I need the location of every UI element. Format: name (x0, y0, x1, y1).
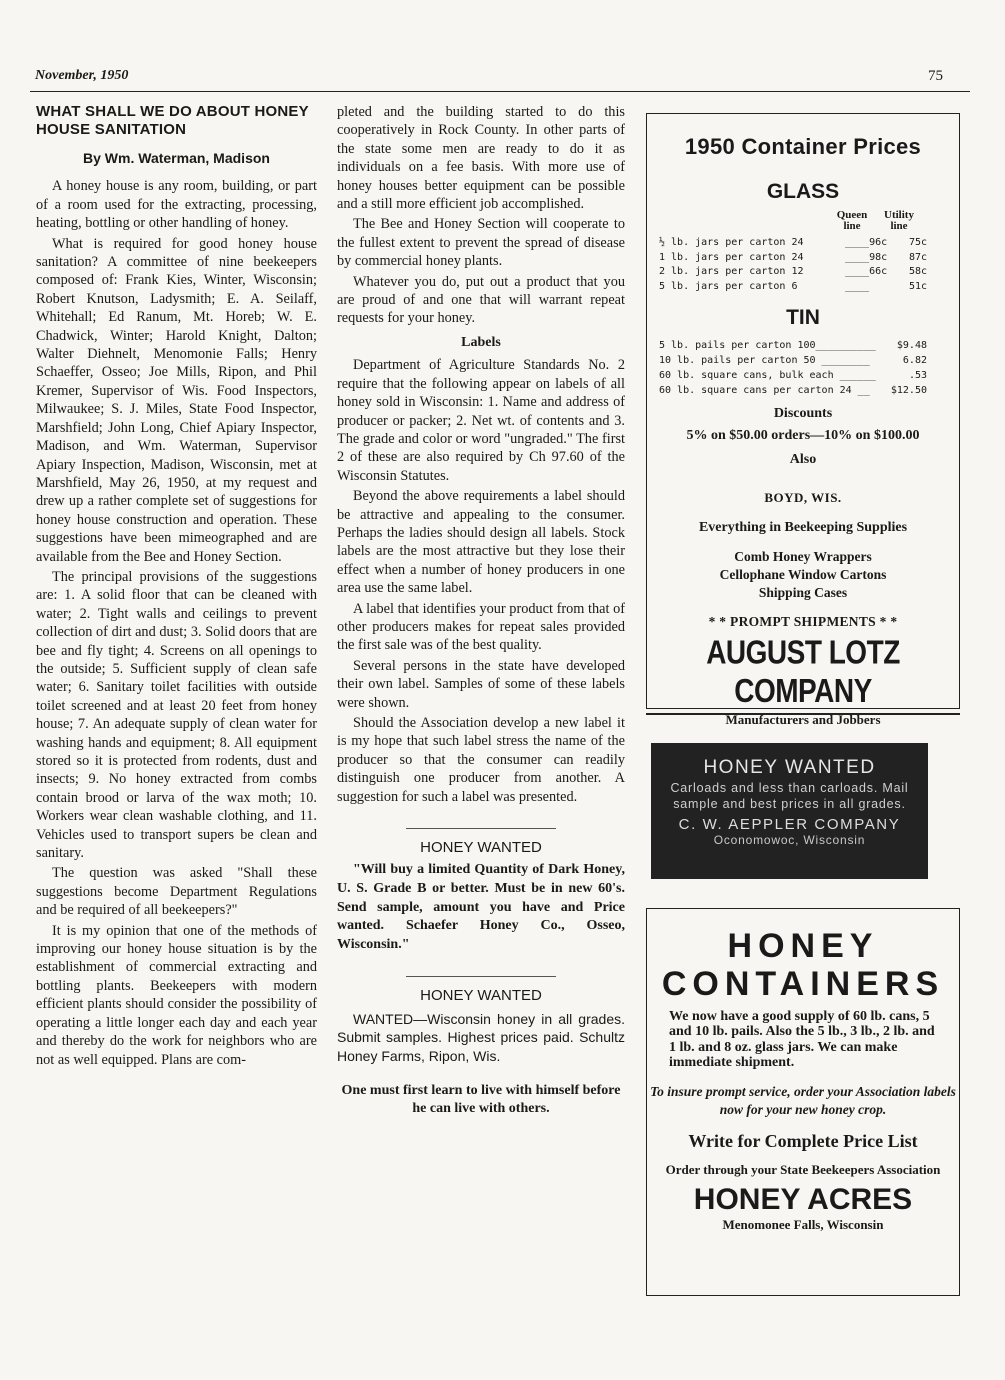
aeppler-advertisement (651, 743, 928, 879)
discounts-text: 5% on $50.00 orders—10% on $100.00 (686, 428, 920, 443)
tin-row (647, 353, 959, 368)
company-name: AUGUST LOTZ COMPANY (706, 633, 900, 710)
row-label: 5 lb. jars per carton 6 (659, 280, 798, 292)
closing-quote: One must first learn to live with himself before he can live with others. (341, 1082, 621, 1117)
utility-price: 75c (908, 237, 927, 248)
article-column-1 (36, 103, 317, 1069)
tin-price: $12.50 (890, 385, 927, 396)
paragraph: What is required for good honey house sanitation? A committee of nine beekeepers composed of: Frank Kies, Winter, Wisconsin; Robert Knutson, Ladysmith; E. A. Seilaff, Whitehall; Ed Ranum, Mt. Horeb; W. E. Chadwick, Winter; Harold Knight, Dalton; Walter Diehnelt, Menomonie Falls; Henry Schaeffer, Osseo; Joe Mills, Ripon, and Phil Kremer, Supervisor of Wis. Food Inspectors, Milwaukee; S. J. Miles, State Food Inspector, Marshfield; John Long, Chief Apiary Inspector, Madison, and Wm. Waterman, Supervisor Apiary Inspection, Madison, Wisconsin, met at Marshfield, May 26, 1950, at my request and drew up a rather complete set of suggestions for honey house construction and operation. These suggestions have been mimeographed and are available from the Bee and Honey Section. (36, 235, 317, 565)
paragraph: The principal provisions of the suggestions are: 1. A solid floor that can be cleaned with water; 2. Tight walls and ceilings to prevent collection of dirt and dust; 3. Solid doors that are bee and fly tight; 4. Screens on all openings to the outside; 5. Sufficient supply of clean safe water; 6. Sanitary toilet facilities with outside toilet screened and at least 20 feet from honey house; 7. An adequate supply of clean water for washing hands and equipment; 8. All equipment stored so it is protected from rodents, dust and insects; 9. No honey extracted from combs contain brood or larva of the wax moth; 10. Workers wear clean washable clothing, and 11. Vehicles used to transport supers be clean and sanitary. (36, 568, 317, 862)
tin-row (647, 383, 959, 398)
notice-body: WANTED—Wisconsin honey in all grades. Submit samples. Highest prices paid. Schultz Honey Farms, Ripon, Wis. (337, 1010, 625, 1064)
ad-italic-note: To insure prompt service, order your Association labels now for your new honey crop. (650, 1083, 956, 1117)
section-divider (406, 976, 556, 977)
paragraph: A honey house is any room, building, or part of a room used for the extracting, processing, heating, bottling or other handling of honey. (36, 178, 317, 232)
header-rule (30, 91, 970, 92)
paragraph: The Bee and Honey Section will cooperate to the fullest extent to prevent the spread of disease by commercial honey plants. (337, 216, 625, 270)
row-label: 60 lb. square cans, bulk each ______ (659, 370, 876, 381)
supplies-line: Everything in Beekeeping Supplies (698, 520, 908, 535)
tin-price: .53 (908, 370, 927, 381)
row-label: 2 lb. jars per carton 12 (659, 266, 804, 277)
company-location: Menomonee Falls, Wisconsin (722, 1216, 884, 1232)
notice-body: "Will buy a limited Quantity of Dark Honey, U. S. Grade B or better. Must be in new 60's. Send sample, amount you have and Price wanted. Schaefer Honey Co., Osseo, Wisconsin." (337, 862, 625, 952)
paragraph: Department of Agriculture Standards No. 2 require that the following appear on labels of all honey sold in Wisconsin: 1. Name and address of producer or packer; 2. Net wt. of contents and 3. The grade and color or word "ungraded." The first 2 of these are also required by Ch 97.60 of the Wisconsin Statutes. (337, 357, 625, 484)
discounts-heading: Discounts (773, 406, 833, 421)
article-column-2 (337, 103, 625, 1119)
row-label: 60 lb. square cans per carton 24 __ (659, 385, 870, 396)
prompt-shipments: * * PROMPT SHIPMENTS * * (708, 614, 898, 629)
queen-price: ____98c (845, 251, 888, 263)
queen-line-header: Queen line (836, 209, 868, 232)
glass-row (647, 251, 959, 266)
row-label: ½ lb. jars per carton 24 (659, 237, 804, 248)
order-note: Order through your State Beekeepers Association (665, 1161, 941, 1177)
company-city: BOYD, WIS. (764, 490, 842, 505)
section-divider (406, 828, 556, 829)
notice-title: HONEY WANTED (420, 839, 542, 857)
paragraph: A label that identifies your product from that of other producers makes for repeat sales provided the first sale was of the best quality. (337, 600, 625, 654)
honey-acres-advertisement (646, 908, 960, 1296)
utility-price: 58c (908, 266, 927, 277)
company-tagline: Manufacturers and Jobbers (725, 712, 881, 727)
page-number: 75 (928, 68, 943, 84)
glass-row (647, 236, 959, 251)
ad-title: HONEY WANTED (703, 757, 876, 778)
labels-heading: Labels (461, 334, 501, 350)
ad-headline: CONTAINERS (661, 965, 945, 1003)
paragraph: Several persons in the state have developed their own label. Samples of some of these labels were shown. (337, 657, 625, 711)
utility-price: 87c (908, 251, 927, 263)
ad-separator (646, 713, 960, 715)
issue-date: November, 1950 (35, 68, 129, 83)
also-label: Also (789, 452, 817, 467)
ad-body: We now have a good supply of 60 lb. cans, 5 and 10 lb. pails. Also the 5 lb., 3 lb., 2 lb. and 1 lb. and 8 oz. glass jars. We can make immediate shipment. (669, 1009, 935, 1071)
queen-price: ____ (845, 280, 870, 292)
queen-price: ____66c (845, 266, 888, 277)
tin-price: $9.48 (896, 340, 927, 351)
paragraph: Beyond the above requirements a label should be attractive and appealing to the consumer. Perhaps the ladies should design all labels. Stock labels are the most attractive but they lose their effect when a number of honey producers in one area use the same label. (337, 488, 625, 597)
queen-price: ____96c (845, 237, 888, 248)
ad-headline: HONEY (727, 927, 879, 965)
row-label: 10 lb. pails per carton 50 ________ (659, 355, 870, 366)
running-head (35, 68, 943, 90)
utility-line-header: Utility line (884, 209, 914, 232)
tin-heading: TIN (786, 306, 820, 329)
product-item: Comb Honey Wrappers (734, 549, 872, 564)
product-item: Shipping Cases (758, 585, 848, 600)
paragraph: It is my opinion that one of the methods of improving our honey house situation is by the establishment of commercial extracting and bottling plants. Beekeepers with modern efficient plants should consider the possibility of operating a little longer each day and each year and thereby do the work for neighbors who are not as well equipped. Plans are com- (36, 922, 317, 1068)
notice-title: HONEY WANTED (420, 987, 542, 1005)
article-byline: By Wm. Waterman, Madison (83, 150, 270, 166)
glass-heading: GLASS (766, 180, 840, 203)
tin-price: 6.82 (902, 355, 927, 366)
paragraph: Whatever you do, put out a product that you are proud of and one that will warrant repeat requests for your honey. (337, 273, 625, 327)
row-label: 1 lb. jars per carton 24 (659, 251, 804, 263)
paragraph: pleted and the building started to do this cooperatively in Rock County. In other parts of the state some men are ready to do it as individuals on a fee basis. With more use of honey houses better equipment can be possible and a still more efficient job accomplished. (337, 104, 625, 213)
tin-row (647, 368, 959, 383)
company-location: Oconomowoc, Wisconsin (713, 833, 866, 847)
ad-body: Carloads and less than carloads. Mail sample and best prices in all grades. (670, 781, 909, 811)
article-title: WHAT SHALL WE DO ABOUT HONEY HOUSE SANITATION (36, 103, 309, 138)
lotz-advertisement (646, 113, 960, 727)
company-name: C. W. AEPPLER COMPANY (678, 816, 901, 833)
utility-price: 51c (908, 280, 927, 292)
ad-title: 1950 Container Prices (684, 134, 922, 159)
company-name: HONEY ACRES (693, 1182, 913, 1216)
price-columns-header (647, 210, 959, 236)
glass-row (647, 265, 959, 280)
row-label: 5 lb. pails per carton 100__________ (659, 340, 876, 351)
paragraph: Should the Association develop a new label it is my hope that such label stress the name of the producer so that the consumer can readily distinguish one producer from another. A suggestion for such a label was presented. (337, 715, 625, 805)
glass-row (647, 280, 959, 295)
paragraph: The question was asked "Shall these suggestions become Department Regulations and be required of all beekeepers?" (36, 865, 317, 919)
product-item: Cellophane Window Cartons (719, 567, 887, 582)
product-list (647, 548, 959, 602)
price-list-callout: Write for Complete Price List (688, 1130, 918, 1151)
tin-row (647, 338, 959, 353)
